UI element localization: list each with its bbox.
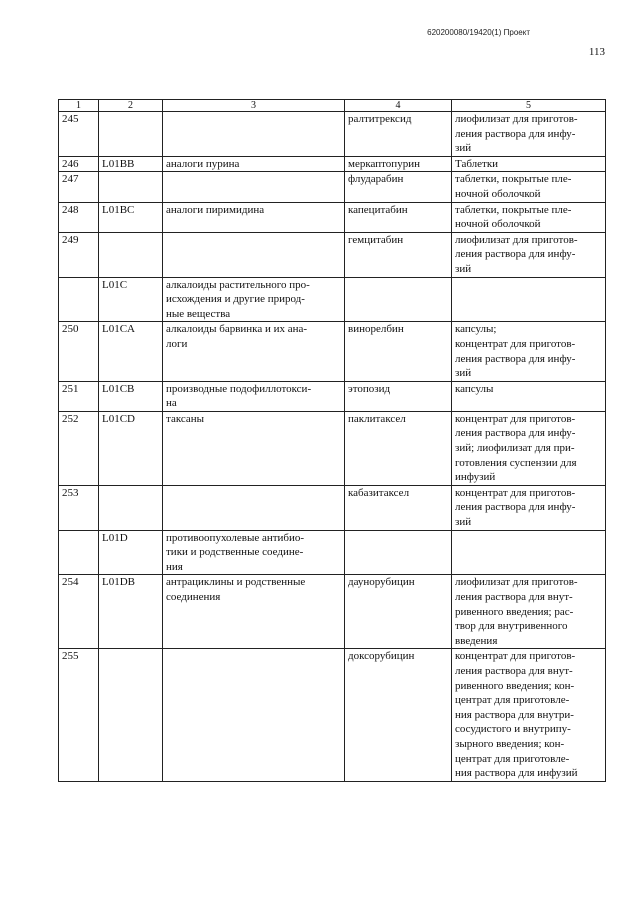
group-name-line: ные вещества <box>166 307 231 320</box>
page-number: 113 <box>588 46 605 58</box>
group-name-cell <box>163 156 345 172</box>
dosage-form-line: инфузий <box>455 471 496 484</box>
dosage-form-line: зий <box>455 142 472 155</box>
dosage-form-line: ночной оболочкой <box>455 187 541 200</box>
dosage-form-line: ления раствора для внут- <box>455 591 573 603</box>
dosage-form-cell <box>452 381 606 411</box>
dosage-form-line: концентрат для приготов- <box>455 650 576 663</box>
group-name-line: соединения <box>166 591 221 603</box>
dosage-form-line: зий <box>455 516 472 529</box>
drug-name-cell <box>345 530 452 575</box>
group-name-line: аналоги пиримидина <box>166 203 265 216</box>
column-header: 2 <box>99 100 163 112</box>
group-name-cell <box>163 411 345 485</box>
dosage-form-line: концентрат для приготов- <box>455 337 576 350</box>
table-row <box>59 381 606 411</box>
atc-code-cell: L01CD <box>99 411 163 485</box>
row-number-cell: 250 <box>59 322 99 381</box>
table-row <box>59 485 606 530</box>
dosage-form-cell <box>452 172 606 202</box>
row-number-cell: 249 <box>59 232 99 277</box>
group-name-line: противоопухолевые антибио- <box>166 531 305 544</box>
dosage-form-line: ния раствора для инфузий <box>455 767 578 780</box>
atc-code-cell: L01BB <box>99 156 163 172</box>
dosage-form-line: концентрат для приготов- <box>455 486 576 499</box>
drug-name-cell <box>345 277 452 322</box>
group-name-cell <box>163 530 345 575</box>
group-name-cell <box>163 575 345 649</box>
drug-name-cell: капецитабин <box>345 202 452 232</box>
drug-name-cell: меркаптопурин <box>345 156 452 172</box>
dosage-form-line: ления раствора для внут- <box>455 664 573 677</box>
dosage-form-line: центрат для приготовле- <box>455 694 570 707</box>
column-header: 1 <box>59 100 99 112</box>
dosage-form-line: ривенного введения; кон- <box>455 679 575 692</box>
table-row <box>59 575 606 649</box>
table-row <box>59 156 606 172</box>
drug-name-cell: флударабин <box>345 172 452 202</box>
dosage-form-cell <box>452 485 606 530</box>
dosage-form-line: центрат для приготовле- <box>455 752 570 765</box>
dosage-form-cell <box>452 649 606 781</box>
group-name-cell <box>163 277 345 322</box>
group-name-cell <box>163 381 345 411</box>
dosage-form-line: ления раствора для инфу- <box>455 427 576 440</box>
atc-code-cell <box>99 112 163 157</box>
dosage-form-line: ночной оболочкой <box>455 218 541 231</box>
dosage-form-line: ривенного введения; рас- <box>455 605 574 618</box>
group-name-line: таксаны <box>166 412 205 425</box>
table-row <box>59 530 606 575</box>
row-number-cell <box>59 277 99 322</box>
group-name-line: алкалоиды барвинка и их ана- <box>166 323 308 336</box>
table-row <box>59 112 606 157</box>
column-header: 4 <box>345 100 452 112</box>
drug-name-cell: винорелбин <box>345 322 452 381</box>
group-name-line: тики и родственные соедине- <box>166 546 304 559</box>
table-row <box>59 322 606 381</box>
group-name-cell <box>163 649 345 781</box>
drug-name-cell: гемцитабин <box>345 232 452 277</box>
dosage-form-cell <box>452 156 606 172</box>
row-number-cell: 254 <box>59 575 99 649</box>
dosage-form-cell <box>452 277 606 322</box>
dosage-form-line: таблетки, покрытые пле- <box>455 173 572 186</box>
dosage-form-line: таблетки, покрытые пле- <box>455 203 572 216</box>
dosage-form-line: зий; лиофилизат для при- <box>455 442 575 455</box>
drug-name-cell: доксорубицин <box>345 649 452 781</box>
group-name-cell <box>163 202 345 232</box>
atc-code-cell: L01DB <box>99 575 163 649</box>
dosage-form-cell <box>452 322 606 381</box>
row-number-cell: 251 <box>59 381 99 411</box>
dosage-form-line: введения <box>455 634 498 647</box>
atc-code-cell <box>99 649 163 781</box>
dosage-form-line: сосудистого и внутрипу- <box>455 723 571 736</box>
dosage-form-line: зырного введения; кон- <box>455 737 565 750</box>
atc-code-cell: L01C <box>99 277 163 322</box>
atc-code-cell <box>99 172 163 202</box>
dosage-form-cell <box>452 411 606 485</box>
table-row <box>59 232 606 277</box>
atc-code-cell: L01D <box>99 530 163 575</box>
drug-name-cell: кабазитаксел <box>345 485 452 530</box>
drug-name-cell: ралтитрексид <box>345 112 452 157</box>
dosage-form-cell <box>452 202 606 232</box>
dosage-form-line: концентрат для приготов- <box>455 412 576 425</box>
table-row <box>59 202 606 232</box>
group-name-cell <box>163 322 345 381</box>
dosage-form-line: ления раствора для инфу- <box>455 127 576 140</box>
dosage-form-line: ления раствора для инфу- <box>455 248 576 261</box>
group-name-line: ния <box>166 560 183 573</box>
dosage-form-line: зий <box>455 367 472 380</box>
drug-table <box>58 99 606 782</box>
dosage-form-line: твор для внутривенного <box>455 620 568 633</box>
column-header: 3 <box>163 100 345 112</box>
drug-name-cell: паклитаксел <box>345 411 452 485</box>
atc-code-cell: L01CB <box>99 381 163 411</box>
dosage-form-cell <box>452 530 606 575</box>
row-number-cell: 246 <box>59 156 99 172</box>
row-number-cell: 245 <box>59 112 99 157</box>
document-reference: 620200080/19420(1) Проект <box>427 28 530 37</box>
dosage-form-line: готовления суспензии для <box>455 456 577 469</box>
atc-code-cell: L01BC <box>99 202 163 232</box>
row-number-cell: 253 <box>59 485 99 530</box>
row-number-cell: 255 <box>59 649 99 781</box>
drug-name-cell: этопозид <box>345 381 452 411</box>
dosage-form-line: капсулы; <box>455 323 497 336</box>
table-row <box>59 649 606 781</box>
group-name-line: антрациклины и родственные <box>166 576 306 589</box>
dosage-form-line: Таблетки <box>455 157 499 170</box>
dosage-form-cell <box>452 575 606 649</box>
group-name-cell <box>163 232 345 277</box>
row-number-cell <box>59 530 99 575</box>
group-name-line: аналоги пурина <box>166 157 240 170</box>
atc-code-cell <box>99 232 163 277</box>
dosage-form-cell <box>452 112 606 157</box>
dosage-form-line: ления раствора для инфу- <box>455 352 576 365</box>
dosage-form-cell <box>452 232 606 277</box>
group-name-cell <box>163 485 345 530</box>
group-name-line: производные подофиллотокси- <box>166 382 312 395</box>
group-name-line: на <box>166 397 177 410</box>
drug-name-cell: даунорубицин <box>345 575 452 649</box>
group-name-line: алкалоиды растительного про- <box>166 278 310 291</box>
table-row <box>59 411 606 485</box>
dosage-form-line: капсулы <box>455 382 494 395</box>
dosage-form-line: ления раствора для инфу- <box>455 501 576 514</box>
table-row <box>59 172 606 202</box>
group-name-line: исхождения и другие природ- <box>166 293 305 306</box>
row-number-cell: 248 <box>59 202 99 232</box>
row-number-cell: 252 <box>59 411 99 485</box>
group-name-cell <box>163 112 345 157</box>
dosage-form-line: ния раствора для внутри- <box>455 708 574 721</box>
group-name-cell <box>163 172 345 202</box>
column-header: 5 <box>452 100 606 112</box>
atc-code-cell: L01CA <box>99 322 163 381</box>
row-number-cell: 247 <box>59 172 99 202</box>
dosage-form-line: лиофилизат для приготов- <box>455 113 578 125</box>
table-row <box>59 277 606 322</box>
dosage-form-line: лиофилизат для приготов- <box>455 576 578 589</box>
atc-code-cell <box>99 485 163 530</box>
group-name-line: логи <box>166 337 188 350</box>
dosage-form-line: зий <box>455 262 472 275</box>
table-header-row <box>59 100 606 112</box>
dosage-form-line: лиофилизат для приготов- <box>455 233 578 246</box>
